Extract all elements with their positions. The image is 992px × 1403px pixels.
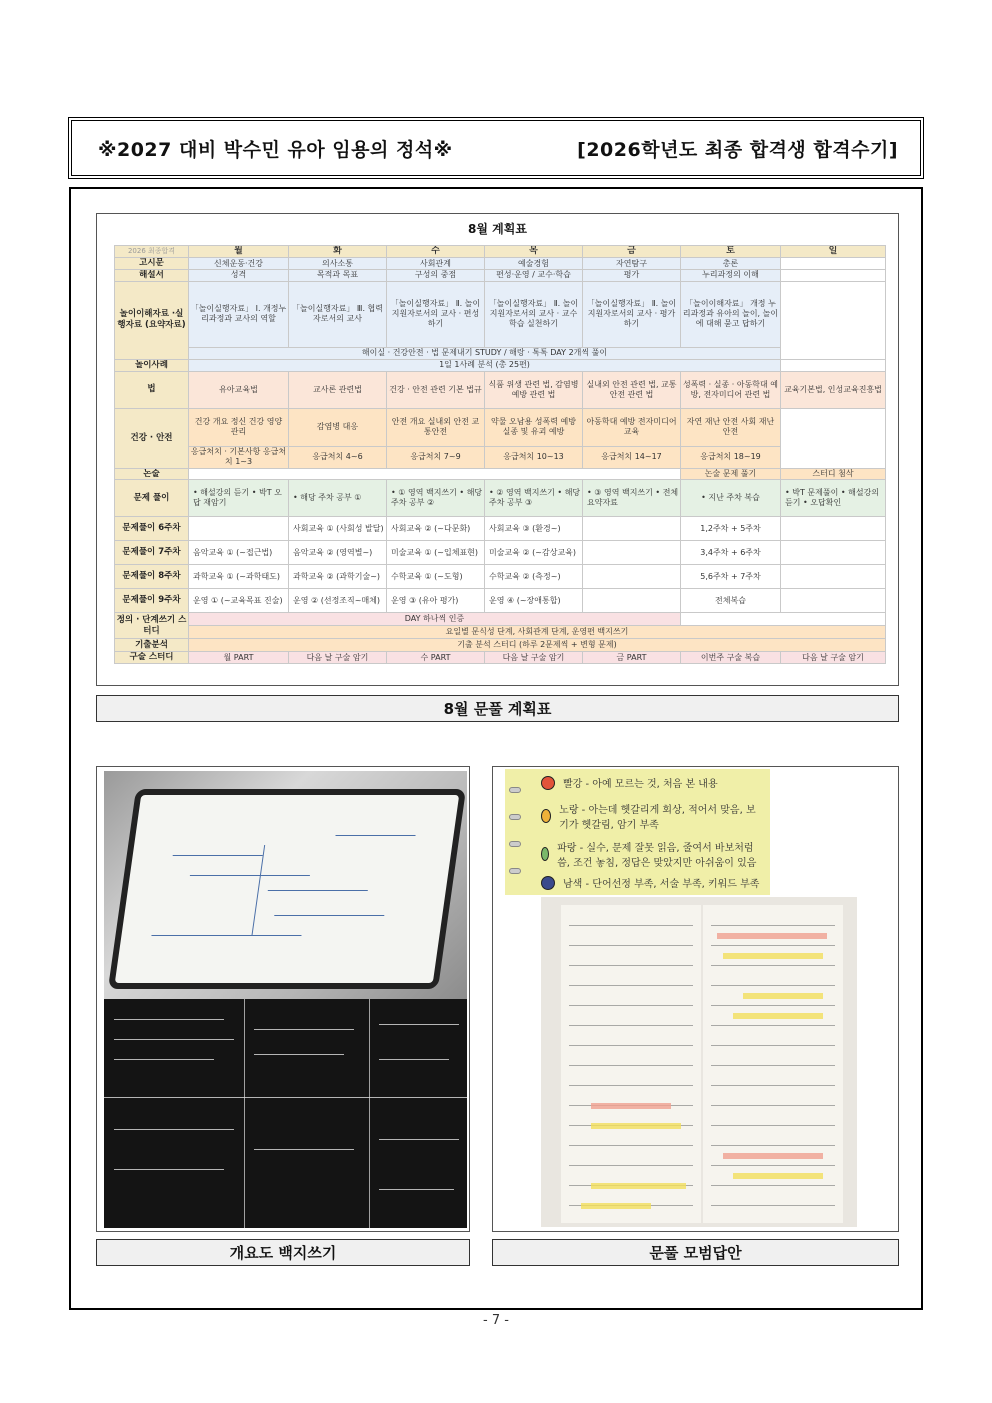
table-cell: 1일 1사례 분석 (총 25편) (189, 359, 781, 371)
day-header: 일 (781, 246, 886, 258)
table-cell: 신체운동·건강 (189, 258, 289, 270)
table-cell (781, 269, 886, 281)
table-cell: 「놀이실행자료」 Ⅱ. 놀이지원자로서의 교사 · 편성하기 (387, 281, 485, 347)
row-label: 문제풀이 8주차 (115, 565, 189, 589)
table-cell: 총론 (681, 258, 781, 270)
table-cell: DAY 하나씩 인증 (189, 613, 681, 626)
legend-row (541, 875, 759, 890)
table-cell: 교육기본법, 인성교육진흥법 (781, 371, 886, 408)
table-cell: 사회관계 (387, 258, 485, 270)
table-cell: 음악교육 ① (~접근법) (189, 541, 289, 565)
table-cell: 응급처치 7~9 (387, 446, 485, 468)
table-cell (781, 589, 886, 613)
table-cell: • 해당 주차 공부 ① (289, 480, 387, 517)
table-cell: 감염병 대응 (289, 408, 387, 446)
table-cell: 사회교육 ③ (환경~) (485, 517, 583, 541)
plan-title: 8월 계획표 (468, 222, 527, 236)
table-cell: 평가 (583, 269, 681, 281)
model-answer-photo (541, 897, 857, 1227)
table-cell (583, 565, 681, 589)
table-cell (781, 517, 886, 541)
row-label: 기출분석 (115, 639, 189, 652)
table-cell: 누리과정의 이해 (681, 269, 781, 281)
day-header: 월 (189, 246, 289, 258)
row-label: 문제 풀이 (115, 480, 189, 517)
table-cell: 식품 위생 관련 법, 감염병 예방 관련 법 (485, 371, 583, 408)
table-cell: 요일별 문식성 단계, 사회관계 단계, 운영편 백지쓰기 (189, 626, 886, 639)
table-cell: 응급처치 18~19 (681, 446, 781, 468)
table-cell: 미술교육 ① (~입체표현) (387, 541, 485, 565)
table-cell: 사회교육 ② (~다문화) (387, 517, 485, 541)
table-cell: • 박T 문제풀이 • 해설강의 듣기 • 오답확인 (781, 480, 886, 517)
color-legend-note (505, 769, 770, 895)
table-cell (781, 541, 886, 565)
table-cell (189, 468, 681, 480)
day-header: 금 (583, 246, 681, 258)
navy-dot-icon (541, 876, 555, 890)
table-cell: 건강 · 안전 관련 기본 법규 (387, 371, 485, 408)
table-cell: 편성·운영 / 교수·학습 (485, 269, 583, 281)
table-cell: • ③ 영역 백지쓰기 • 전체 요약자료 (583, 480, 681, 517)
legend-text: 파랑 - 실수, 문제 잘못 읽음, 줄여서 바보처럼 씀, 조건 놓침, 정답은 맞았지만 아쉬움이 있음 (557, 843, 757, 869)
page-number: - 7 - (483, 1313, 509, 1328)
table-cell: 「놀이이해자료」 개정 누리과정과 유아의 놀이, 놀이에 대해 묻고 답하기 (681, 281, 781, 347)
table-cell: 실내외 안전 관련 법, 교통안전 관련 법 (583, 371, 681, 408)
table-cell: 논술 문제 풀기 (681, 468, 781, 480)
row-label: 문제풀이 9주차 (115, 589, 189, 613)
table-cell (781, 408, 886, 468)
chalkboard-outline-photo (104, 999, 467, 1228)
table-cell: 월 PART (189, 652, 289, 664)
table-cell: 안전 개요 실내외 안전 교통안전 (387, 408, 485, 446)
table-cell: 의사소통 (289, 258, 387, 270)
table-cell: 운영 ④ (~장애통합) (485, 589, 583, 613)
table-cell: 과학교육 ① (~과학태도) (189, 565, 289, 589)
table-cell: 「놀이실행자료」 Ⅰ. 개정누리과정과 교사의 역할 (189, 281, 289, 347)
table-cell: 해이실 · 건강안전 · 법 문제내기 STUDY / 해랑 · 톡톡 DAY 2개씩 풀이 (189, 347, 781, 359)
table-cell (583, 517, 681, 541)
legend-row (541, 839, 761, 869)
table-cell: 자연탐구 (583, 258, 681, 270)
table-cell (583, 589, 681, 613)
table-cell: 약물 오남용 성폭력 예방 실종 및 유괴 예방 (485, 408, 583, 446)
row-label: 문제풀이 6주차 (115, 517, 189, 541)
plan-table (114, 245, 886, 664)
table-cell: 성폭력 · 실종 · 아동학대 예방, 전자미디어 관련 법 (681, 371, 781, 408)
row-label: 논술 (115, 468, 189, 480)
table-cell: 목적과 목표 (289, 269, 387, 281)
table-cell: 유아교육법 (189, 371, 289, 408)
table-cell: • ② 영역 백지쓰기 • 해당 주차 공부 ③ (485, 480, 583, 517)
table-cell: 전체복습 (681, 589, 781, 613)
table-cell: 운영 ② (선정조직~매체) (289, 589, 387, 613)
table-cell: 수학교육 ① (~도형) (387, 565, 485, 589)
table-cell (781, 359, 886, 371)
table-cell: 사회교육 ① (사회성 발달) (289, 517, 387, 541)
notebook-page-right (703, 905, 843, 1223)
table-cell: • 지난 주차 복습 (681, 480, 781, 517)
day-header: 목 (485, 246, 583, 258)
row-label: 건강 · 안전 (115, 408, 189, 468)
table-cell: 건강 개요 정신 건강 영양 관리 (189, 408, 289, 446)
table-cell: 음악교육 ② (영역별~) (289, 541, 387, 565)
caption-outline: 개요도 백지쓰기 (96, 1239, 470, 1266)
table-cell: • ① 영역 백지쓰기 • 해당 주차 공부 ② (387, 480, 485, 517)
table-cell: 3,4주차 + 6주차 (681, 541, 781, 565)
table-cell: 5,6주차 + 7주차 (681, 565, 781, 589)
table-cell: 다음 날 구술 암기 (289, 652, 387, 664)
red-dot-icon (541, 776, 555, 790)
table-cell: 운영 ③ (유아 평가) (387, 589, 485, 613)
header-title-left: ※2027 대비 박수민 유아 임용의 정석※ (98, 138, 453, 161)
day-header: 토 (681, 246, 781, 258)
table-cell: 다음 날 구술 암기 (485, 652, 583, 664)
legend-text: 노랑 - 아는데 헷갈리게 회상, 적어서 맞음, 보기가 헷갈림, 암기 부족 (559, 805, 756, 831)
table-cell: 미술교육 ② (~감상교육) (485, 541, 583, 565)
row-label: 놀이이해자료 ·실행자료 (요약자료) (115, 281, 189, 359)
table-cell (681, 613, 886, 626)
table-corner: 2026 최종합격 (115, 246, 189, 258)
table-cell (781, 258, 886, 270)
table-cell: 이번주 구술 복습 (681, 652, 781, 664)
table-cell: 수학교육 ② (측정~) (485, 565, 583, 589)
table-cell: 다음 날 구술 암기 (781, 652, 886, 664)
table-cell: 1,2주차 + 5주차 (681, 517, 781, 541)
row-label: 정의 · 단계쓰기 스터디 (115, 613, 189, 639)
table-cell: 구성의 중점 (387, 269, 485, 281)
row-label: 해설서 (115, 269, 189, 281)
plan-table-figure (96, 213, 899, 686)
green-dot-icon (541, 847, 549, 861)
table-cell: 예술경험 (485, 258, 583, 270)
table-cell: • 해설강의 듣기 • 박T 오답 재암기 (189, 480, 289, 517)
legend-row (541, 801, 761, 831)
table-cell: 운영 ① (~교육목표 진술) (189, 589, 289, 613)
legend-text: 빨강 - 아예 모르는 것, 처음 본 내용 (563, 779, 718, 790)
table-cell (781, 565, 886, 589)
header-box (68, 117, 924, 179)
table-cell (189, 517, 289, 541)
table-cell: 아동학대 예방 전자미디어 교육 (583, 408, 681, 446)
table-cell: 응급처치 4~6 (289, 446, 387, 468)
row-label: 구술 스터디 (115, 652, 189, 664)
row-label: 문제풀이 7주차 (115, 541, 189, 565)
table-cell: 교사론 관련법 (289, 371, 387, 408)
row-label: 고시문 (115, 258, 189, 270)
table-cell: 응급처치 14~17 (583, 446, 681, 468)
table-cell: 스터디 첨삭 (781, 468, 886, 480)
caption-plan: 8월 문풀 계획표 (96, 695, 899, 722)
notebook-page-left (561, 905, 701, 1223)
table-cell: 성격 (189, 269, 289, 281)
table-cell: 응급처치 10~13 (485, 446, 583, 468)
day-header: 화 (289, 246, 387, 258)
tablet-screen (108, 789, 466, 989)
row-label: 법 (115, 371, 189, 408)
table-cell: 자연 재난 안전 사회 재난 안전 (681, 408, 781, 446)
table-cell (583, 541, 681, 565)
table-cell (781, 281, 886, 359)
day-header: 수 (387, 246, 485, 258)
table-cell: 응급처치 · 기본사항 응급처치 1~3 (189, 446, 289, 468)
table-cell: 기출 분석 스터디 (하루 2문제씩 + 변형 문제) (189, 639, 886, 652)
legend-row (541, 775, 718, 790)
yellow-dot-icon (541, 809, 551, 823)
caption-model-answer: 문풀 모범답안 (492, 1239, 899, 1266)
table-cell: 「놀이실행자료」 Ⅱ. 놀이지원자로서의 교사 · 평가하기 (583, 281, 681, 347)
header-title-right: [2026학년도 최종 합격생 합격수기] (577, 138, 898, 161)
legend-text: 남색 - 단어선정 부족, 서술 부족, 키워드 부족 (563, 879, 760, 890)
table-cell: 수 PART (387, 652, 485, 664)
table-cell: 금 PART (583, 652, 681, 664)
row-label: 놀이사례 (115, 359, 189, 371)
tablet-photo (104, 771, 467, 999)
table-cell: 과학교육 ② (과학기술~) (289, 565, 387, 589)
table-cell: 「놀이실행자료」 Ⅱ. 놀이지원자로서의 교사 · 교수학습 실천하기 (485, 281, 583, 347)
table-cell: 「놀이실행자료」 Ⅲ. 협력자로서의 교사 (289, 281, 387, 347)
